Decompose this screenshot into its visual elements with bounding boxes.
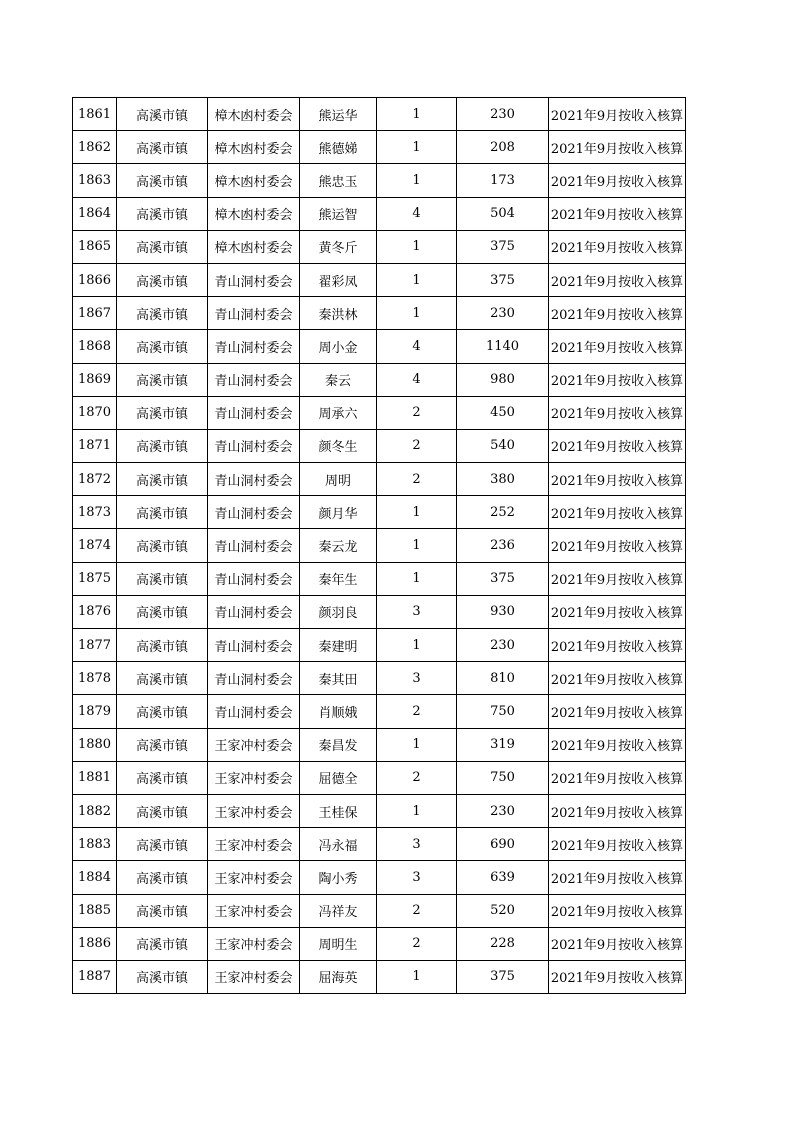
- cell-town: 高溪市镇: [117, 960, 208, 993]
- cell-person-name: 秦昌发: [300, 728, 377, 761]
- cell-town: 高溪市镇: [117, 164, 208, 197]
- cell-note: 2021年9月按收入核算: [549, 164, 686, 197]
- cell-household-members: 1: [377, 263, 457, 296]
- cell-household-members: 2: [377, 429, 457, 462]
- cell-serial-number: 1881: [73, 761, 117, 794]
- cell-town: 高溪市镇: [117, 894, 208, 927]
- cell-household-members: 1: [377, 164, 457, 197]
- cell-note: 2021年9月按收入核算: [549, 131, 686, 164]
- cell-village-committee: 青山洞村委会: [208, 496, 300, 529]
- cell-amount: 230: [457, 98, 549, 131]
- cell-town: 高溪市镇: [117, 330, 208, 363]
- cell-amount: 750: [457, 761, 549, 794]
- cell-town: 高溪市镇: [117, 794, 208, 827]
- cell-serial-number: 1876: [73, 595, 117, 628]
- cell-serial-number: 1887: [73, 960, 117, 993]
- cell-serial-number: 1861: [73, 98, 117, 131]
- cell-amount: 520: [457, 894, 549, 927]
- cell-note: 2021年9月按收入核算: [549, 629, 686, 662]
- cell-amount: 230: [457, 794, 549, 827]
- cell-village-committee: 青山洞村委会: [208, 263, 300, 296]
- cell-household-members: 1: [377, 529, 457, 562]
- cell-serial-number: 1872: [73, 463, 117, 496]
- cell-person-name: 周承六: [300, 396, 377, 429]
- cell-household-members: 3: [377, 662, 457, 695]
- cell-village-committee: 王家冲村委会: [208, 927, 300, 960]
- cell-person-name: 冯永福: [300, 828, 377, 861]
- cell-village-committee: 王家冲村委会: [208, 794, 300, 827]
- cell-note: 2021年9月按收入核算: [549, 861, 686, 894]
- table-row: [73, 330, 686, 363]
- cell-town: 高溪市镇: [117, 728, 208, 761]
- cell-note: 2021年9月按收入核算: [549, 230, 686, 263]
- cell-household-members: 4: [377, 197, 457, 230]
- cell-village-committee: 王家冲村委会: [208, 828, 300, 861]
- cell-note: 2021年9月按收入核算: [549, 662, 686, 695]
- cell-amount: 230: [457, 629, 549, 662]
- cell-person-name: 周小金: [300, 330, 377, 363]
- cell-village-committee: 青山洞村委会: [208, 595, 300, 628]
- cell-village-committee: 王家冲村委会: [208, 761, 300, 794]
- cell-amount: 380: [457, 463, 549, 496]
- cell-person-name: 熊忠玉: [300, 164, 377, 197]
- cell-person-name: 黄冬斤: [300, 230, 377, 263]
- cell-household-members: 3: [377, 828, 457, 861]
- cell-household-members: 3: [377, 861, 457, 894]
- cell-household-members: 3: [377, 595, 457, 628]
- cell-amount: 375: [457, 562, 549, 595]
- cell-amount: 540: [457, 429, 549, 462]
- cell-town: 高溪市镇: [117, 98, 208, 131]
- cell-amount: 930: [457, 595, 549, 628]
- cell-serial-number: 1885: [73, 894, 117, 927]
- cell-amount: 173: [457, 164, 549, 197]
- cell-amount: 690: [457, 828, 549, 861]
- cell-serial-number: 1879: [73, 695, 117, 728]
- cell-town: 高溪市镇: [117, 595, 208, 628]
- cell-town: 高溪市镇: [117, 662, 208, 695]
- cell-note: 2021年9月按收入核算: [549, 927, 686, 960]
- cell-household-members: 1: [377, 297, 457, 330]
- table-row: [73, 429, 686, 462]
- cell-person-name: 颜月华: [300, 496, 377, 529]
- cell-village-committee: 王家冲村委会: [208, 861, 300, 894]
- cell-note: 2021年9月按收入核算: [549, 728, 686, 761]
- cell-household-members: 4: [377, 330, 457, 363]
- cell-household-members: 2: [377, 396, 457, 429]
- table-row: [73, 927, 686, 960]
- table-row: [73, 496, 686, 529]
- cell-household-members: 1: [377, 960, 457, 993]
- cell-person-name: 秦云: [300, 363, 377, 396]
- cell-household-members: 2: [377, 695, 457, 728]
- cell-serial-number: 1864: [73, 197, 117, 230]
- table-row: [73, 463, 686, 496]
- cell-amount: 450: [457, 396, 549, 429]
- cell-village-committee: 樟木凼村委会: [208, 98, 300, 131]
- cell-town: 高溪市镇: [117, 297, 208, 330]
- records-table-body: [73, 98, 686, 994]
- table-row: [73, 662, 686, 695]
- cell-person-name: 颜羽良: [300, 595, 377, 628]
- cell-note: 2021年9月按收入核算: [549, 429, 686, 462]
- cell-amount: 236: [457, 529, 549, 562]
- cell-person-name: 冯祥友: [300, 894, 377, 927]
- cell-serial-number: 1863: [73, 164, 117, 197]
- cell-person-name: 周明: [300, 463, 377, 496]
- cell-amount: 980: [457, 363, 549, 396]
- cell-household-members: 1: [377, 230, 457, 263]
- table-row: [73, 164, 686, 197]
- cell-serial-number: 1866: [73, 263, 117, 296]
- table-row: [73, 297, 686, 330]
- table-row: [73, 695, 686, 728]
- cell-village-committee: 青山洞村委会: [208, 562, 300, 595]
- cell-household-members: 2: [377, 463, 457, 496]
- cell-person-name: 秦洪林: [300, 297, 377, 330]
- cell-note: 2021年9月按收入核算: [549, 363, 686, 396]
- table-row: [73, 960, 686, 993]
- cell-household-members: 2: [377, 894, 457, 927]
- table-row: [73, 529, 686, 562]
- cell-person-name: 翟彩凤: [300, 263, 377, 296]
- cell-person-name: 周明生: [300, 927, 377, 960]
- cell-amount: 810: [457, 662, 549, 695]
- cell-serial-number: 1870: [73, 396, 117, 429]
- cell-note: 2021年9月按收入核算: [549, 98, 686, 131]
- cell-person-name: 陶小秀: [300, 861, 377, 894]
- table-row: [73, 263, 686, 296]
- cell-village-committee: 青山洞村委会: [208, 629, 300, 662]
- cell-serial-number: 1882: [73, 794, 117, 827]
- cell-town: 高溪市镇: [117, 496, 208, 529]
- cell-household-members: 1: [377, 98, 457, 131]
- table-row: [73, 861, 686, 894]
- cell-amount: 230: [457, 297, 549, 330]
- cell-serial-number: 1877: [73, 629, 117, 662]
- cell-town: 高溪市镇: [117, 927, 208, 960]
- cell-note: 2021年9月按收入核算: [549, 330, 686, 363]
- cell-town: 高溪市镇: [117, 429, 208, 462]
- table-row: [73, 794, 686, 827]
- cell-person-name: 秦云龙: [300, 529, 377, 562]
- table-row: [73, 98, 686, 131]
- cell-serial-number: 1868: [73, 330, 117, 363]
- cell-note: 2021年9月按收入核算: [549, 197, 686, 230]
- cell-person-name: 秦其田: [300, 662, 377, 695]
- cell-village-committee: 王家冲村委会: [208, 728, 300, 761]
- table-row: [73, 761, 686, 794]
- cell-village-committee: 青山洞村委会: [208, 396, 300, 429]
- cell-household-members: 1: [377, 131, 457, 164]
- cell-note: 2021年9月按收入核算: [549, 529, 686, 562]
- cell-amount: 504: [457, 197, 549, 230]
- table-row: [73, 629, 686, 662]
- cell-note: 2021年9月按收入核算: [549, 396, 686, 429]
- cell-household-members: 2: [377, 761, 457, 794]
- cell-town: 高溪市镇: [117, 230, 208, 263]
- cell-serial-number: 1862: [73, 131, 117, 164]
- cell-serial-number: 1869: [73, 363, 117, 396]
- cell-town: 高溪市镇: [117, 131, 208, 164]
- cell-town: 高溪市镇: [117, 263, 208, 296]
- cell-village-committee: 王家冲村委会: [208, 894, 300, 927]
- cell-serial-number: 1865: [73, 230, 117, 263]
- cell-town: 高溪市镇: [117, 562, 208, 595]
- cell-town: 高溪市镇: [117, 463, 208, 496]
- cell-person-name: 屈德全: [300, 761, 377, 794]
- cell-town: 高溪市镇: [117, 197, 208, 230]
- cell-person-name: 肖顺娥: [300, 695, 377, 728]
- table-row: [73, 363, 686, 396]
- cell-note: 2021年9月按收入核算: [549, 562, 686, 595]
- cell-amount: 375: [457, 263, 549, 296]
- cell-town: 高溪市镇: [117, 529, 208, 562]
- cell-village-committee: 樟木凼村委会: [208, 197, 300, 230]
- cell-town: 高溪市镇: [117, 828, 208, 861]
- cell-person-name: 熊德娣: [300, 131, 377, 164]
- cell-village-committee: 樟木凼村委会: [208, 164, 300, 197]
- cell-town: 高溪市镇: [117, 396, 208, 429]
- cell-note: 2021年9月按收入核算: [549, 794, 686, 827]
- cell-person-name: 熊运智: [300, 197, 377, 230]
- cell-serial-number: 1867: [73, 297, 117, 330]
- cell-note: 2021年9月按收入核算: [549, 695, 686, 728]
- cell-household-members: 1: [377, 562, 457, 595]
- table-row: [73, 894, 686, 927]
- table-row: [73, 728, 686, 761]
- cell-serial-number: 1874: [73, 529, 117, 562]
- cell-note: 2021年9月按收入核算: [549, 761, 686, 794]
- cell-person-name: 王桂保: [300, 794, 377, 827]
- table-row: [73, 230, 686, 263]
- cell-amount: 228: [457, 927, 549, 960]
- cell-serial-number: 1884: [73, 861, 117, 894]
- cell-village-committee: 青山洞村委会: [208, 463, 300, 496]
- cell-note: 2021年9月按收入核算: [549, 496, 686, 529]
- cell-town: 高溪市镇: [117, 629, 208, 662]
- cell-amount: 375: [457, 960, 549, 993]
- cell-town: 高溪市镇: [117, 695, 208, 728]
- cell-amount: 639: [457, 861, 549, 894]
- cell-person-name: 屈海英: [300, 960, 377, 993]
- cell-village-committee: 青山洞村委会: [208, 662, 300, 695]
- cell-household-members: 4: [377, 363, 457, 396]
- cell-household-members: 1: [377, 794, 457, 827]
- cell-serial-number: 1886: [73, 927, 117, 960]
- cell-village-committee: 青山洞村委会: [208, 429, 300, 462]
- cell-note: 2021年9月按收入核算: [549, 595, 686, 628]
- cell-person-name: 颜冬生: [300, 429, 377, 462]
- cell-town: 高溪市镇: [117, 861, 208, 894]
- table-row: [73, 828, 686, 861]
- cell-household-members: 1: [377, 728, 457, 761]
- cell-serial-number: 1880: [73, 728, 117, 761]
- cell-serial-number: 1883: [73, 828, 117, 861]
- cell-serial-number: 1871: [73, 429, 117, 462]
- records-table: [72, 97, 686, 994]
- table-row: [73, 562, 686, 595]
- cell-household-members: 1: [377, 629, 457, 662]
- cell-village-committee: 青山洞村委会: [208, 529, 300, 562]
- cell-person-name: 熊运华: [300, 98, 377, 131]
- cell-village-committee: 青山洞村委会: [208, 297, 300, 330]
- cell-person-name: 秦建明: [300, 629, 377, 662]
- cell-serial-number: 1873: [73, 496, 117, 529]
- table-row: [73, 197, 686, 230]
- cell-note: 2021年9月按收入核算: [549, 297, 686, 330]
- cell-note: 2021年9月按收入核算: [549, 463, 686, 496]
- cell-note: 2021年9月按收入核算: [549, 894, 686, 927]
- cell-amount: 319: [457, 728, 549, 761]
- table-row: [73, 595, 686, 628]
- cell-person-name: 秦年生: [300, 562, 377, 595]
- cell-amount: 252: [457, 496, 549, 529]
- cell-serial-number: 1875: [73, 562, 117, 595]
- cell-village-committee: 青山洞村委会: [208, 330, 300, 363]
- cell-village-committee: 青山洞村委会: [208, 363, 300, 396]
- cell-town: 高溪市镇: [117, 363, 208, 396]
- cell-village-committee: 青山洞村委会: [208, 695, 300, 728]
- cell-household-members: 2: [377, 927, 457, 960]
- cell-village-committee: 王家冲村委会: [208, 960, 300, 993]
- cell-amount: 375: [457, 230, 549, 263]
- cell-amount: 1140: [457, 330, 549, 363]
- cell-note: 2021年9月按收入核算: [549, 960, 686, 993]
- table-row: [73, 131, 686, 164]
- cell-note: 2021年9月按收入核算: [549, 828, 686, 861]
- table-row: [73, 396, 686, 429]
- cell-serial-number: 1878: [73, 662, 117, 695]
- cell-amount: 750: [457, 695, 549, 728]
- cell-amount: 208: [457, 131, 549, 164]
- cell-village-committee: 樟木凼村委会: [208, 230, 300, 263]
- cell-town: 高溪市镇: [117, 761, 208, 794]
- cell-note: 2021年9月按收入核算: [549, 263, 686, 296]
- cell-village-committee: 樟木凼村委会: [208, 131, 300, 164]
- cell-household-members: 1: [377, 496, 457, 529]
